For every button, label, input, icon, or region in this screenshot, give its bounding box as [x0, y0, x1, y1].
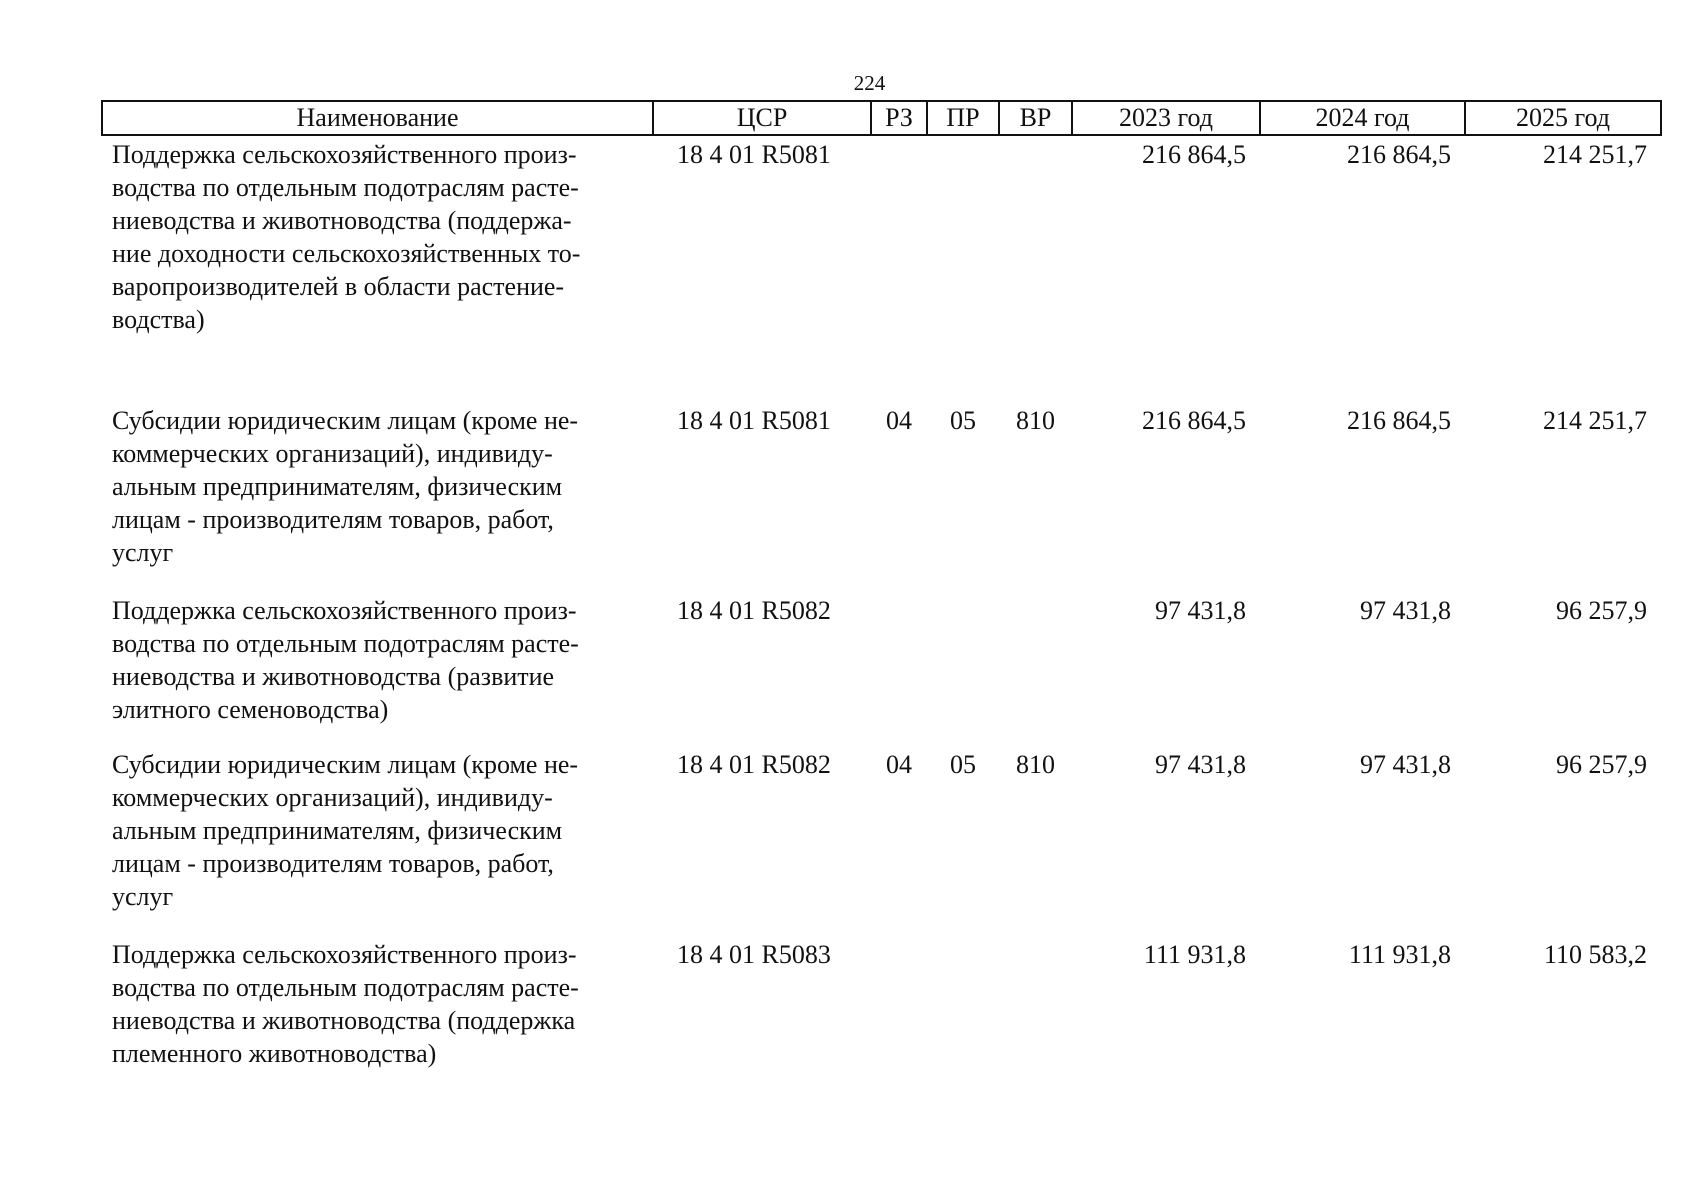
name-line: ниеводства и животноводства (поддержа-	[112, 206, 572, 235]
name-line: ниеводства и животноводства (развитие	[112, 662, 555, 691]
row-rz	[871, 594, 927, 748]
row-vr: 810	[1016, 750, 1055, 779]
header-row	[102, 101, 1661, 135]
name-line: водства по отдельным подотраслям расте-	[112, 973, 579, 1002]
name-line: элитного семеноводства)	[112, 695, 389, 724]
row-pr	[927, 594, 999, 748]
name-line: ниеводства и животноводства (поддержка	[112, 1006, 576, 1035]
row-2024: 97 431,8	[1360, 596, 1451, 625]
header-2024: 2024 год	[1260, 101, 1465, 135]
row-2025: 214 251,7	[1543, 140, 1647, 169]
row-2024: 111 931,8	[1348, 940, 1451, 969]
row-2024: 216 864,5	[1347, 140, 1451, 169]
row-csr: 18 4 01 R5082	[677, 750, 831, 779]
row-2025: 110 583,2	[1543, 940, 1647, 969]
page-number: 224	[853, 71, 886, 95]
header-csr: ЦСР	[653, 101, 871, 135]
header-2023: 2023 год	[1072, 101, 1260, 135]
row-csr: 18 4 01 R5081	[677, 406, 831, 435]
header-name: Наименование	[102, 101, 653, 135]
row-name-cell	[102, 748, 653, 938]
name-line: племенного животноводства)	[112, 1039, 437, 1068]
row-vr	[999, 135, 1072, 404]
table-row	[102, 938, 1661, 1092]
name-line: водства по отдельным подотраслям расте-	[112, 629, 579, 658]
name-line: водства)	[112, 305, 205, 334]
header-2025: 2025 год	[1465, 101, 1661, 135]
name-line: Поддержка сельскохозяйственного произ-	[112, 596, 577, 625]
row-rz: 04	[886, 750, 912, 779]
name-line: коммерческих организаций), индивиду-	[112, 439, 553, 468]
row-2024: 97 431,8	[1360, 750, 1451, 779]
name-line: водства по отдельным подотраслям расте-	[112, 173, 579, 202]
header-rz: РЗ	[871, 101, 927, 135]
name-line: Субсидии юридическим лицам (кроме не-	[112, 750, 579, 779]
row-2023: 216 864,5	[1142, 140, 1246, 169]
row-pr: 05	[950, 750, 976, 779]
row-name-cell	[102, 135, 653, 404]
row-name-cell	[102, 404, 653, 594]
row-rz	[871, 135, 927, 404]
table-header	[102, 101, 1661, 135]
row-2023: 97 431,8	[1155, 596, 1246, 625]
row-vr	[999, 594, 1072, 748]
row-pr	[927, 938, 999, 1092]
name-line: Поддержка сельскохозяйственного произ-	[112, 140, 577, 169]
name-line: коммерческих организаций), индивиду-	[112, 783, 553, 812]
table-row	[102, 594, 1661, 748]
row-vr: 810	[1016, 406, 1055, 435]
row-rz: 04	[886, 406, 912, 435]
row-2025: 96 257,9	[1556, 750, 1647, 779]
table-body	[102, 135, 1661, 1092]
name-line: услуг	[112, 538, 174, 567]
name-line: ние доходности сельскохозяйственных то-	[112, 239, 581, 268]
row-csr: 18 4 01 R5083	[677, 940, 831, 969]
header-vr: ВР	[999, 101, 1072, 135]
row-name-cell	[102, 938, 653, 1092]
table-row	[102, 135, 1661, 404]
row-csr: 18 4 01 R5081	[677, 140, 831, 169]
row-name-cell	[102, 594, 653, 748]
row-pr	[927, 135, 999, 404]
row-2024: 216 864,5	[1347, 406, 1451, 435]
budget-table	[101, 100, 1662, 1092]
name-line: альным предпринимателям, физическим	[112, 816, 563, 845]
name-line: варопроизводителей в области растение-	[112, 272, 565, 301]
table-row	[102, 748, 1661, 938]
row-vr	[999, 938, 1072, 1092]
row-2025: 96 257,9	[1556, 596, 1647, 625]
row-2023: 97 431,8	[1155, 750, 1246, 779]
row-pr: 05	[950, 406, 976, 435]
name-line: Субсидии юридическим лицам (кроме не-	[112, 406, 579, 435]
name-line: услуг	[112, 882, 174, 911]
row-2023: 111 931,8	[1143, 940, 1246, 969]
header-pr: ПР	[927, 101, 999, 135]
name-line: лицам - производителям товаров, работ,	[112, 849, 554, 878]
name-line: Поддержка сельскохозяйственного произ-	[112, 940, 577, 969]
name-line: лицам - производителям товаров, работ,	[112, 505, 554, 534]
table-row	[102, 404, 1661, 594]
row-2023: 216 864,5	[1142, 406, 1246, 435]
row-2025: 214 251,7	[1543, 406, 1647, 435]
name-line: альным предпринимателям, физическим	[112, 472, 563, 501]
row-rz	[871, 938, 927, 1092]
row-csr: 18 4 01 R5082	[677, 596, 831, 625]
